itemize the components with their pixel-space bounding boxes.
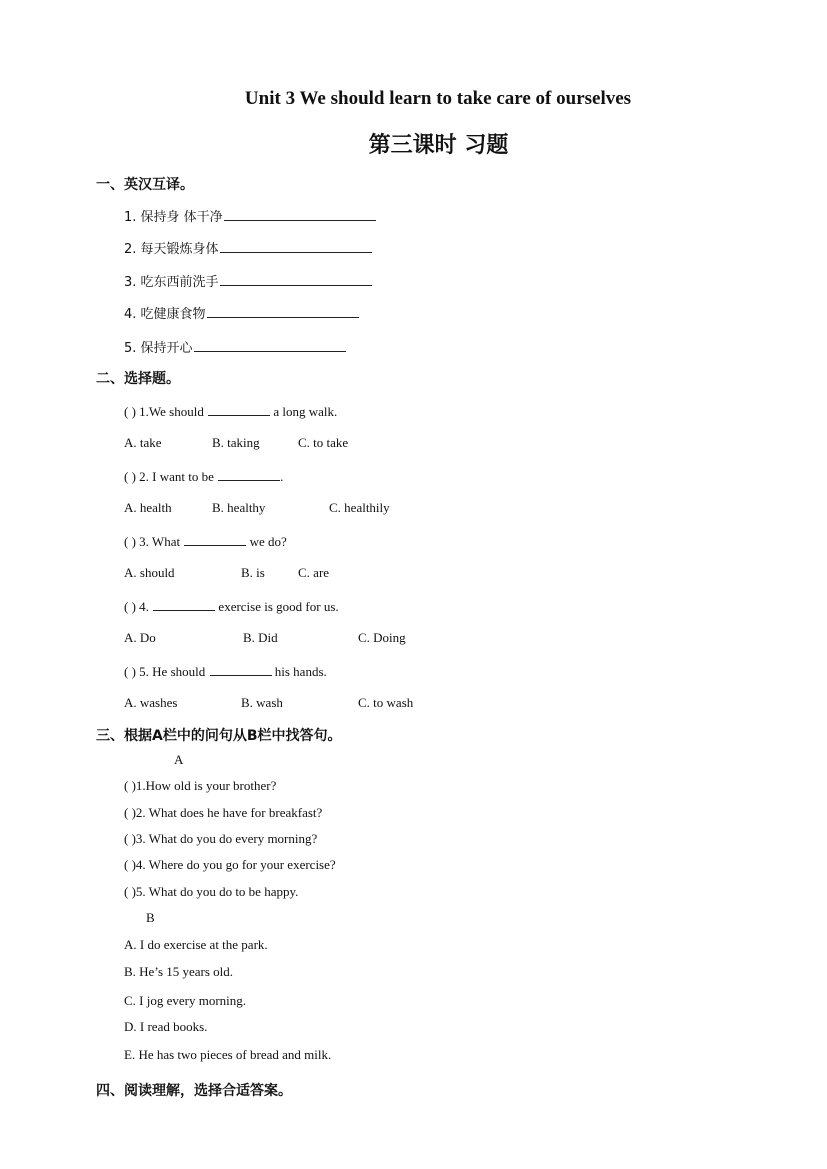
mc-option: B. healthy <box>212 500 266 515</box>
column-a-label: A <box>174 752 184 767</box>
item-text: 3. 吃东西前洗手 <box>124 275 219 290</box>
mc-option: A. take <box>124 435 162 450</box>
match-answer-c: C. I jog every morning. <box>124 993 247 1008</box>
mc-question-4: ( ) 4. exercise is good for us. <box>124 599 339 614</box>
match-answer-b: B. He’s 15 years old. <box>124 964 234 979</box>
translation-item-4 <box>124 303 359 322</box>
answer-blank[interactable] <box>208 402 270 416</box>
section-2-heading: 二、选择题。 <box>96 371 180 387</box>
mc-option: C. healthily <box>329 500 390 515</box>
item-text: 5. 保持开心 <box>124 341 193 356</box>
mc-option: A. should <box>124 565 175 580</box>
answer-blank[interactable] <box>218 467 280 481</box>
match-question-3: ( )3. What do you do every morning? <box>124 831 318 846</box>
section-3-heading: 三、根据A栏中的问句从B栏中找答句。 <box>96 728 342 744</box>
page-subtitle: 第三课时 习题 <box>368 133 509 158</box>
mc-question-3: ( ) 3. What we do? <box>124 534 287 549</box>
column-b-label: B <box>146 910 155 925</box>
match-question-1: ( )1.How old is your brother? <box>124 778 277 793</box>
mc-option: A. Do <box>124 630 156 645</box>
mc-option: A. washes <box>124 695 178 710</box>
answer-blank[interactable] <box>153 597 215 611</box>
translation-item-5 <box>124 337 346 356</box>
mc-option: A. health <box>124 500 172 515</box>
item-text: 2. 每天锻炼身体 <box>124 242 219 257</box>
item-text: 4. 吃健康食物 <box>124 307 206 322</box>
mc-option: B. Did <box>243 630 278 645</box>
mc-option: B. taking <box>212 435 260 450</box>
match-question-4: ( )4. Where do you go for your exercise? <box>124 857 336 872</box>
item-text: 1. 保持身 体干净 <box>124 210 223 225</box>
match-question-5: ( )5. What do you do to be happy. <box>124 884 299 899</box>
mc-option: B. wash <box>241 695 283 710</box>
mc-option: C. to take <box>298 435 349 450</box>
mc-option: C. to wash <box>358 695 414 710</box>
page-title: Unit 3 We should learn to take care of ourselves <box>244 88 632 109</box>
answer-blank[interactable] <box>220 272 372 286</box>
translation-item-1 <box>124 206 376 225</box>
section-1-heading: 一、英汉互译。 <box>96 177 194 193</box>
answer-blank[interactable] <box>184 532 246 546</box>
answer-blank[interactable] <box>210 662 272 676</box>
translation-item-3 <box>124 271 372 290</box>
match-question-2: ( )2. What does he have for breakfast? <box>124 805 323 820</box>
match-answer-a: A. I do exercise at the park. <box>124 937 268 952</box>
mc-option: C. are <box>298 565 330 580</box>
answer-blank[interactable] <box>220 239 372 253</box>
mc-question-5: ( ) 5. He should his hands. <box>124 664 327 679</box>
section-4-heading: 四、阅读理解，选择合适答案。 <box>96 1083 292 1099</box>
answer-blank[interactable] <box>194 338 346 352</box>
match-answer-d: D. I read books. <box>124 1019 208 1034</box>
mc-question-2: ( ) 2. I want to be . <box>124 469 284 484</box>
mc-option: B. is <box>241 565 265 580</box>
mc-question-1: ( ) 1.We should a long walk. <box>124 404 338 419</box>
mc-option: C. Doing <box>358 630 406 645</box>
answer-blank[interactable] <box>207 304 359 318</box>
answer-blank[interactable] <box>224 207 376 221</box>
match-answer-e: E. He has two pieces of bread and milk. <box>124 1047 332 1062</box>
translation-item-2 <box>124 238 372 257</box>
